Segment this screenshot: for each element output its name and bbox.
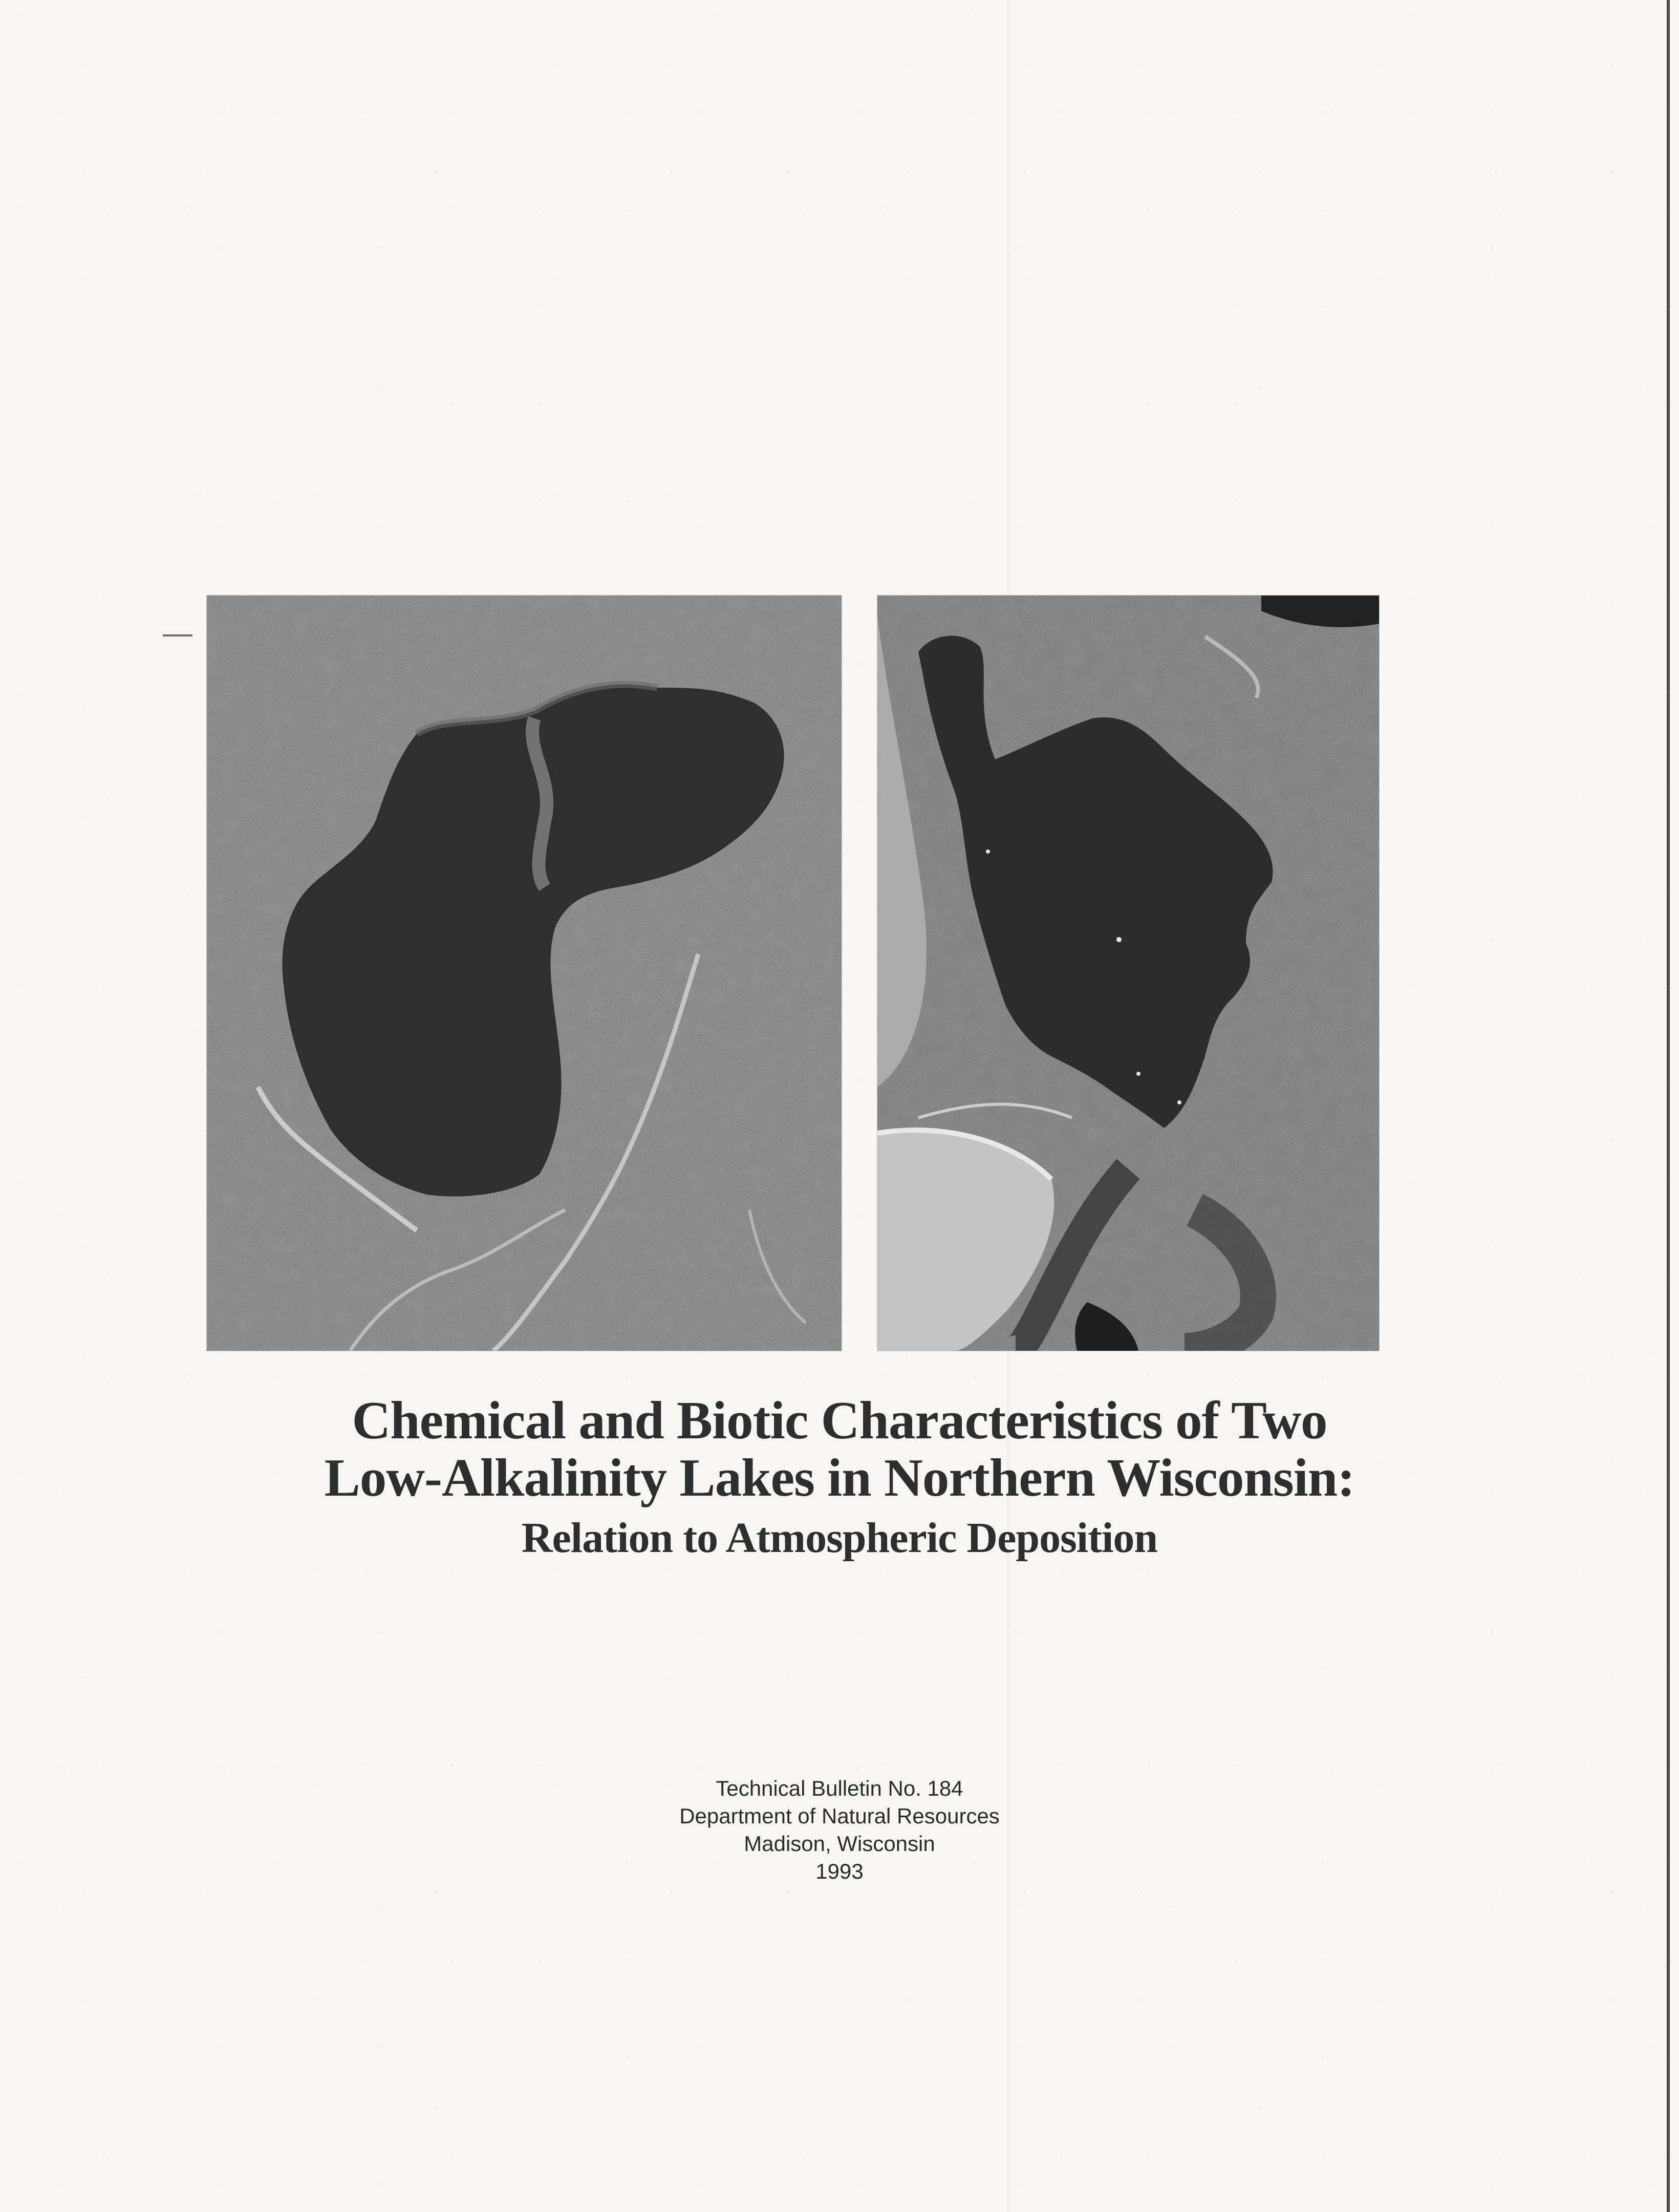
title-line-2: Low-Alkalinity Lakes in Northern Wisconsin: <box>324 1448 1355 1507</box>
subtitle: Relation to Atmospheric Deposition <box>521 1514 1158 1562</box>
bulletin-number: Technical Bulletin No. 184 <box>716 1776 963 1800</box>
publisher-name: Department of Natural Resources <box>679 1804 1000 1828</box>
page-edge-line <box>1667 0 1670 2212</box>
registration-mark <box>163 634 192 636</box>
publication-year: 1993 <box>815 1859 864 1883</box>
cover-title-block <box>266 1392 1413 1563</box>
aerial-photo-left-lake <box>207 595 842 1351</box>
publication-info <box>532 1775 1147 1885</box>
aerial-photo-right-lake <box>877 595 1379 1351</box>
aerial-photo-left-image <box>207 595 842 1351</box>
title-line-1: Chemical and Biotic Characteristics of Two <box>352 1390 1327 1450</box>
publication-place: Madison, Wisconsin <box>744 1832 935 1856</box>
aerial-photo-right-image <box>877 595 1379 1351</box>
